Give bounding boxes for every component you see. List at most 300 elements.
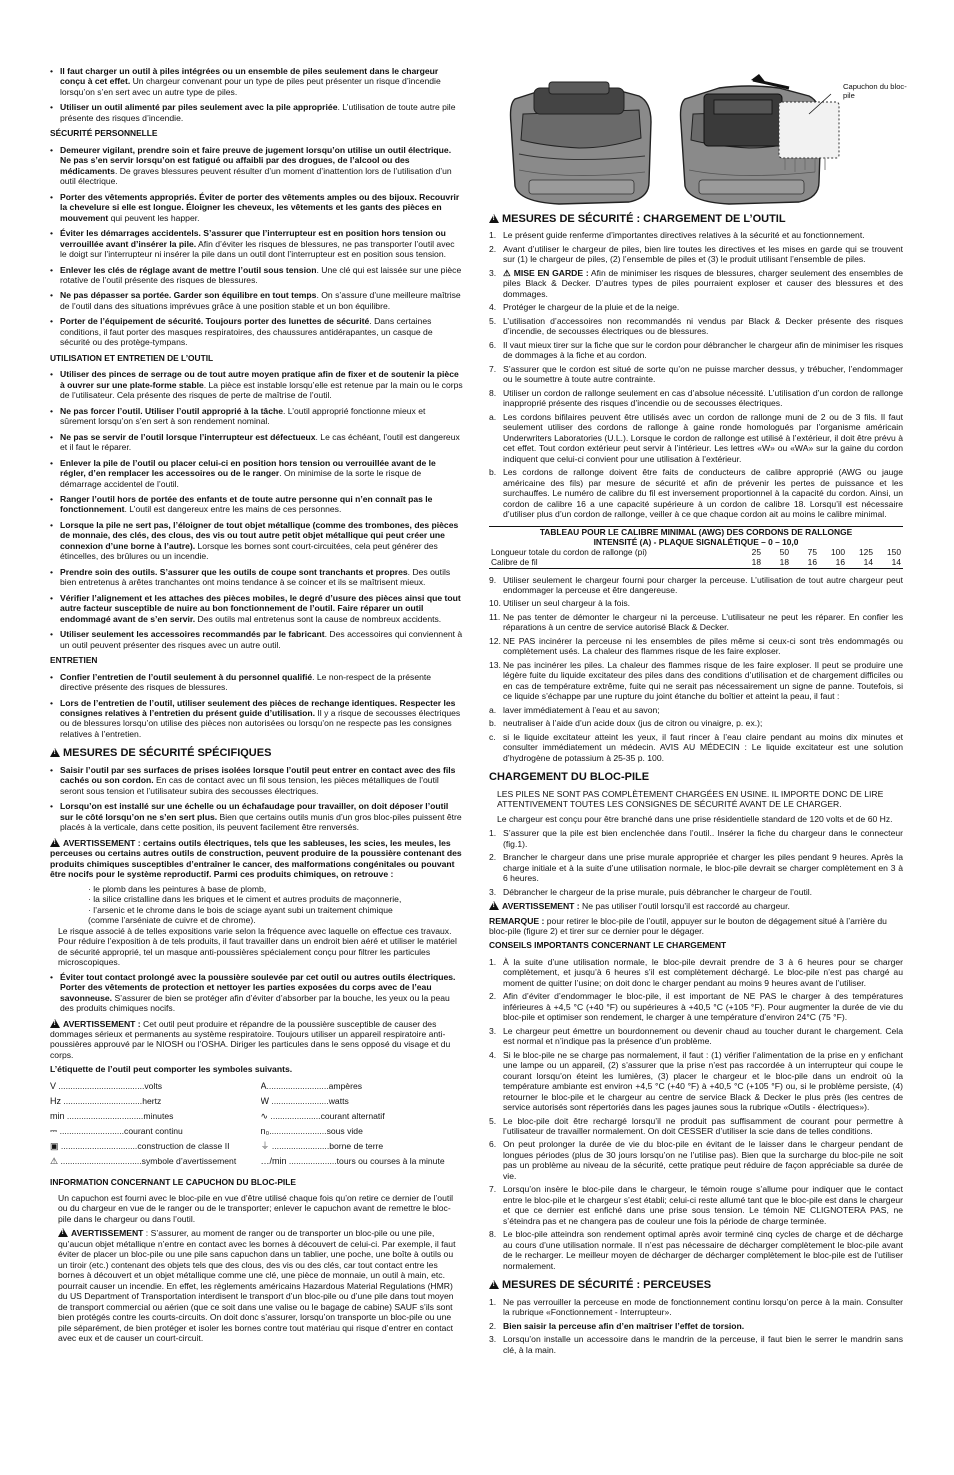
symbol-glyph: W xyxy=(260,1095,269,1106)
item-body xyxy=(503,1229,903,1271)
cap-info-text: Un capuchon est fourni avec le bloc-pile en vue d’être utilisé chaque fois qu’on retire ce dernier de l’outil ou du chargeur en vue de le ranger ou de le transporter; enlever le capuchon avant de remettre le bloc-pile dans le chargeur ou dans l’outil. xyxy=(58,1193,454,1224)
item-text: Le présent guide renferme d’importantes directives relatives à la sécurité et au fonctionnement. xyxy=(503,230,865,241)
item-text: Ne pas verrouiller la perceuse en mode de fonctionnement continu lorsqu’on perce à la main. Consulter la rubrique «Fonctionnement - Interrupteur». xyxy=(503,1296,903,1318)
table-cell: 150 xyxy=(887,547,901,558)
item-text: Les cordons de rallonge doivent être faits de conducteurs de calibre approprié (AWG ou jauge américaine des fils) par mesure de sécurité et afin de prévenir les pertes de puissance et les surchauffes. Le numéro de calibre du fil est inversement proportionnel à la capacité du cordon. Ainsi, un cordon de calibre 16 a une capacité supérieure à un cordon de calibre 18. Lorsqu’il est nécessaire d’utiliser plus d’un cordon de rallonge, veiller à ce que chaque cordon ait au moins le calibre minimal. xyxy=(503,467,903,520)
battery-pack-2 xyxy=(681,74,840,204)
pack-charging-heading: CHARGEMENT DU BLOC-PILE xyxy=(489,771,650,784)
bullet-bold: Prendre soin des outils. S’assurer que les outils de coupe sont tranchants et propres xyxy=(60,566,408,577)
warning-icon xyxy=(489,1280,499,1289)
bullet-item xyxy=(50,145,463,187)
symbol-row xyxy=(50,1156,253,1167)
personal-safety-heading: SÉCURITÉ PERSONNELLE xyxy=(50,128,158,139)
symbol-glyph: ⏚ xyxy=(260,1140,270,1151)
chemical-list xyxy=(50,884,463,926)
bullet-bold: Enlever les clés de réglage avant de mettre l’outil sous tension xyxy=(60,264,317,275)
symbol-glyph: min xyxy=(50,1110,65,1121)
item-number: 1. xyxy=(489,956,497,967)
bullet-item xyxy=(50,369,463,400)
item-body xyxy=(503,732,903,763)
bullet-text: Des outils mal entretenus sont la cause de nombreux accidents. xyxy=(195,613,442,624)
item-number: 1. xyxy=(489,1296,497,1307)
row-label: Calibre de fil xyxy=(489,557,735,568)
item-text: S’assurer que le cordon est situé de sorte qu’on ne puisse marcher dessus, y trébucher, l’endommager ou le soumettre à toute autre contrainte. xyxy=(503,363,903,385)
bullet-item xyxy=(50,66,463,97)
exposure-risk-text: Le risque associé à de telles expositions varie selon la fréquence avec laquelle on effectue ces travaux. Pour réduire l’exposition à de tels produits, il faut travailler dans un endroit bien aéré et utiliser le matériel de sécurité approprié, tel un masque anti-poussières spécialement conçu pour filtrer les particules microscopiques. xyxy=(58,925,457,968)
symbol-label: borne de terre xyxy=(329,1140,384,1151)
symbol-label: tours ou courses à la minute xyxy=(336,1155,445,1166)
item-number: a. xyxy=(489,411,497,422)
bullet-bold: Utiliser des pinces de serrage ou de tout autre moyen pratique afin de fixer et de soutenir la pièce à ouvrer sur une plate-forme stable xyxy=(60,369,459,390)
tool-use-bullets xyxy=(50,369,463,650)
item-text: Si le bloc-pile ne se charge pas normalement, il faut : (1) vérifier l’alimentation de la prise en y enfichant une lampe ou un appareil, (2) s’assurer que la prise n’est pas raccordée à un interrupteur qui coupe le courant lorsqu’on éteint les lumières, (3) placer le chargeur et le bloc-pile dans un endroit où la température ambiante est environ +4,5 °C (+40 °F) à +40,5 °C (+105 °F) ou, si le problème persiste, (4) retourner le bloc-pile et le chargeur au centre de service Black & Decker le plus près (les centres de service autorisés sont répertoriés dans les pages jaunes sous la rubrique «Outils - électriques»). xyxy=(503,1049,903,1113)
item-text: L’utilisation d’accessoires non recommandés ni vendus par Black & Decker présente des risques d’incendie, de secousses électriques ou de blessures. xyxy=(503,315,903,337)
left-column xyxy=(50,66,463,1348)
item-number: 2. xyxy=(489,1320,497,1331)
service-heading: ENTRETIEN xyxy=(50,655,98,666)
item-body xyxy=(503,244,903,265)
symbol-row xyxy=(261,1141,464,1152)
item-body xyxy=(503,1026,903,1047)
item-body xyxy=(503,887,903,897)
dust-warning: !AVERTISSEMENT : Cet outil peut produire et répandre de la poussière susceptible de causer des dommages sérieux et permanents au système respiratoire. Toujours utiliser un appareil respiratoire anti-poussières approuvé par le NIOSH ou l’OSHA. Diriger les particules dans le sens opposé du visage et du corps. xyxy=(50,1019,463,1061)
list-item xyxy=(489,991,903,1022)
table-row-gauge xyxy=(489,557,903,568)
table-row-length xyxy=(489,547,903,557)
list-item xyxy=(489,1139,903,1181)
list-item xyxy=(489,732,903,763)
item-body xyxy=(503,612,903,633)
list-item xyxy=(489,957,903,988)
bullet-text: qui peuvent les happer. xyxy=(108,212,200,223)
symbol-dots: ........................ xyxy=(269,1140,330,1151)
charging-tips-heading: CONSEILS IMPORTANTS CONCERNANT LE CHARGEMENT xyxy=(489,940,727,951)
symbols-table xyxy=(50,1081,463,1171)
item-body xyxy=(503,1184,903,1226)
bullet-item xyxy=(50,672,463,693)
symbol-glyph: ∿ xyxy=(260,1110,269,1121)
item-body xyxy=(503,1050,903,1113)
bullet-item xyxy=(50,520,463,562)
item-body xyxy=(503,1321,903,1331)
pack-intro: Le chargeur est conçu pour être branché dans une prise résidentielle standard de 120 volts et de 60 Hz. xyxy=(497,813,893,824)
symbol-label: sous vide xyxy=(326,1125,363,1136)
item-body xyxy=(503,828,903,849)
symbol-row xyxy=(261,1126,464,1137)
bullet-bold: Porter des vêtements appropriés. Éviter de porter des vêtements amples ou des bijoux. Recouvrir la chevelure si elle est longue. Éloigner les cheveux, les vêtements et les gants des pièces en mouvement xyxy=(60,191,460,223)
bullet-item xyxy=(50,567,463,588)
bullet-bold: Confier l’entretien de l’outil seulement à du personnel qualifié xyxy=(60,671,313,682)
list-item xyxy=(489,612,903,633)
table-cell: 16 xyxy=(819,557,847,568)
item-number: 10. xyxy=(489,598,501,609)
list-item xyxy=(489,316,903,337)
bullet-item xyxy=(50,102,463,123)
item-text: Les cordons bifilaires peuvent être utilisés avec un cordon de rallonge muni de 2 ou de 3 fils. Il faut seulement utiliser des cordons de rallonge à gaine ronde homologués par l’organisme américain Underwriters Laboratories (U.L.). Lorsque le cordon de rallonge est utilisé à l’extérieur, il doit être prévu à cet effet. Tout cordon extérieur peut servir à l’intérieur. Les lettres «W» ou «WA» sur la gaine du cordon indiquent que celui-ci convient pour une utilisation à l’extérieur. xyxy=(503,411,903,464)
item-number: 11. xyxy=(489,611,501,622)
item-number: 6. xyxy=(489,1139,497,1150)
table-cell: 25 xyxy=(751,547,761,558)
bullet-bold: Enlever la pile de l’outil ou placer celui-ci en position hors tension ou verrouillée avant de le régler, d’en remplacer les accessoires ou de le ranger xyxy=(60,457,436,479)
bullet-text: . Le non-respect de la présente directive présente des risques de blessures. xyxy=(60,671,432,693)
bullet-text: . L’utilisation de toute autre pile présente des risques d’incendie. xyxy=(60,102,456,123)
symbol-glyph: n₀ xyxy=(260,1125,270,1136)
bullet-item xyxy=(50,290,463,311)
symbol-label: volts xyxy=(144,1080,163,1091)
item-body xyxy=(503,467,903,519)
symbol-dots: .......................... xyxy=(266,1080,329,1091)
item-body xyxy=(503,340,903,361)
table-title: TABLEAU POUR LE CALIBRE MINIMAL (AWG) DES CORDONS DE RALLONGE xyxy=(489,526,903,537)
table-cell: 14 xyxy=(847,557,875,568)
list-item xyxy=(489,1050,903,1113)
symbol-label: hertz xyxy=(142,1095,162,1106)
bullet-bold: Éviter les démarrages accidentels. S’assurer que l’interrupteur est en position hors tension ou verrouillée avant d’insérer la pile. xyxy=(60,228,446,249)
item-body xyxy=(503,1139,903,1181)
symbol-row xyxy=(261,1081,464,1092)
item-number: 5. xyxy=(489,315,497,326)
item-number: 1. xyxy=(489,828,497,839)
list-item xyxy=(489,1116,903,1137)
item-body xyxy=(503,1297,903,1318)
bullet-text: . La pièce est instable lorsqu’elle est retenue par la main ou le corps de l’utilisateur. Cela présente des risques de perte de maîtrise de l’outil. xyxy=(60,379,463,401)
list-item xyxy=(489,340,903,361)
list-item xyxy=(489,364,903,385)
bullet-item xyxy=(50,629,463,650)
item-number: 2. xyxy=(489,852,497,863)
personal-safety-bullets xyxy=(50,145,463,348)
pack-caps-notice: LES PILES NE SONT PAS COMPLÈTEMENT CHARGÉES EN USINE. IL IMPORTE DONC DE LIRE ATTENTIVEMENT TOUTES LES CONSIGNES DE SÉCURITÉ AVANT DE LE CHARGER. xyxy=(497,788,884,810)
item-number: 3. xyxy=(489,1334,497,1345)
item-number: 13. xyxy=(489,659,501,670)
item-text: Ne pas incinérer les piles. La chaleur des flammes risque de les faire exploser. Il peut se produire une légère fuite du liquide excitateur des piles dans des conditions d’utilisation et de chargement difficiles ou en cas de température extrême, fuite qui ne serait pas nécessairement un signe de panne. Toutefois, si ce liquide s’échappe par une rupture du joint étanche du boîtier et atteint la peau, il faut : xyxy=(503,659,903,702)
list-item xyxy=(489,1026,903,1047)
item-text: Avant d’utiliser le chargeur de piles, bien lire toutes les directives et les mises en garde qui se trouvent sur (1) le chargeur de piles, (2) l’ensemble de piles et (3) le produit utilisant l’ensemble de piles. xyxy=(503,243,903,265)
list-item xyxy=(489,268,903,299)
item-text: si le liquide excitateur atteint les yeux, il faut rincer à l’eau claire pendant au moins dix minutes et consulter immédiatement un médecin. AVIS AU MÉDECIN : Le liquide excitateur est une solution d’hydrogène de potassium à 25-35 p. 100. xyxy=(503,731,903,763)
bullet-item xyxy=(50,432,463,453)
bullet-text: . Dans certaines conditions, il faut porter des masques respiratoires, des chaussures antidérapantes, un casque de sécurité ou des protège-tympans. xyxy=(60,316,433,348)
charging-tips-list xyxy=(489,957,903,1272)
item-bold: Bien saisir la perceuse afin d’en maîtriser l’effet de torsion. xyxy=(503,1320,745,1331)
item-text: Le bloc-pile atteindra son rendement optimal après avoir terminé cinq cycles de charge et de décharge au cours d’une utilisation normale. Il n’est pas nécessaire de décharger complètement le bloc-pile avant de le recharger. Le meilleur moyen de décharger de décharger complètement le bloc-pile est de l’utiliser normalement. xyxy=(503,1229,903,1271)
chemical-item: · l’arsenic et le chrome dans le bois de sciage ayant subi un traitement chimique xyxy=(88,904,393,915)
symbol-dots: .................................... xyxy=(56,1080,145,1091)
item-body xyxy=(503,660,903,702)
list-item xyxy=(489,1229,903,1271)
bullet-text: . De graves blessures peuvent résulter d’un moment d’inattention lors de l’utilisation d’un outil électrique. xyxy=(60,165,452,187)
drill-safety-heading: !MESURES DE SÉCURITÉ : PERCEUSES xyxy=(489,1279,903,1292)
intro-bullets xyxy=(50,66,463,123)
cap-callout-label: Capuchon du bloc-pile xyxy=(843,82,907,101)
bullet-text: En cas de contact avec un fil sous tension, les pièces métalliques de l’outil seront sous tension et l’utilisateur subira des secousses électriques. xyxy=(60,775,439,796)
table-cell: 18 xyxy=(763,557,791,568)
symbol-label: minutes xyxy=(143,1110,174,1121)
extension-cord-table xyxy=(489,526,903,569)
item-number: 2. xyxy=(489,243,497,254)
bullet-bold: Ne pas se servir de l’outil lorsque l’interrupteur est défectueux xyxy=(60,431,316,442)
bullet-text: . L’outil est dangereux entre les mains de ces personnes. xyxy=(124,504,342,515)
bullet-item xyxy=(50,228,463,259)
row-label: Longueur totale du cordon de rallonge (pi) xyxy=(491,547,647,558)
bullet-text: Bien que certains outils munis d’un gros bloc-piles puissent être placés à la verticale, dans cette position, ils peuvent facilement être renversés. xyxy=(60,811,462,833)
item-number: a. xyxy=(489,704,497,715)
item-text: Il vaut mieux tirer sur la fiche que sur le cordon pour débrancher le chargeur afin de minimiser les risques de dommages à la fiche et au cordon. xyxy=(503,339,903,361)
chemical-warning: !AVERTISSEMENT : certains outils électriques, tels que les sableuses, les scies, les meules, les perceuses ou certains autres outils de construction, peuvent produire de la poussière contenant des produits chimiques susceptibles d’entraîner le cancer, des malformations congénitales ou pouvant être nocifs pour le système reproductif. Parmi ces produits chimiques, on retrouve : xyxy=(50,838,463,880)
item-body xyxy=(503,1116,903,1137)
remark: REMARQUE : pour retirer le bloc-pile de l’outil, appuyer sur le bouton de dégagement situé à l’arrière du bloc-pile (figure 2) et tirer sur ce dernier pour le dégager. xyxy=(489,915,887,936)
item-body xyxy=(503,230,903,240)
item-body xyxy=(503,957,903,988)
bullet-text: . On s’assure d’une meilleure maîtrise de l’outil dans des situations imprévues grâce à une position stable et un bon équilibre. xyxy=(60,290,461,311)
item-body xyxy=(503,316,903,337)
item-body xyxy=(503,364,903,385)
service-bullets xyxy=(50,672,463,740)
specific-safety-bullets xyxy=(50,765,463,833)
symbol-glyph: …/min xyxy=(260,1155,287,1166)
item-text: Lorsqu’on insère le bloc-pile dans le chargeur, le témoin rouge s’allume pour indiquer que le contact entre le bloc-pile et le chargeur s’est établi; celui-ci reste allumé tant que le bloc-pile est dans le chargeur et que ce dernier est enfiché dans une prise sous tension. Le témoin NE CLIGNOTERA PAS, ne s’éteindra pas et ne changera pas de couleur une fois la période de charge terminée. xyxy=(503,1184,903,1226)
list-item xyxy=(489,660,903,702)
charger-safety-heading: !MESURES DE SÉCURITÉ : CHARGEMENT DE L’OUTIL xyxy=(489,213,903,226)
item-body xyxy=(503,1334,903,1355)
item-text: neutraliser à l’aide d’un acide doux (jus de citron ou vinaigre, p. ex.); xyxy=(503,718,763,729)
symbol-label: symbole d’avertissement xyxy=(141,1155,237,1166)
item-body xyxy=(503,268,903,299)
list-item xyxy=(489,852,903,883)
item-text: laver immédiatement à l’eau et au savon; xyxy=(503,704,660,715)
item-number: 1. xyxy=(489,230,497,241)
item-text: Utiliser un seul chargeur à la fois. xyxy=(503,598,631,609)
table-cell: 100 xyxy=(831,547,845,558)
item-body xyxy=(503,718,903,728)
bullet-item xyxy=(50,972,463,1014)
warning-icon xyxy=(489,214,499,223)
item-text: Le bloc-pile doit être rechargé lorsqu’il ne produit pas suffisamment de courant pour permettre à l’utilisateur de travailler normalement. On doit CESSER d’utiliser la scie dans de telles conditions. xyxy=(503,1115,903,1136)
item-text: Utiliser un cordon de rallonge seulement en cas d’absolue nécessité. L’utilisation d’un cordon de rallonge inapproprié présente des risques d’incendie ou de secousses électriques. xyxy=(503,387,903,409)
table-cell: 18 xyxy=(735,557,763,568)
bullet-bold: Lorsque la pile ne sert pas, l’éloigner de tout objet métallique (comme des trombones, des pièces de monnaie, des clés, des clous, des vis ou tout autre petit objet métallique qui peut créer une connexion d’une borne à l’autre). xyxy=(60,519,459,551)
bullet-text: . Une clé qui est laissée sur une pièce rotative de l’outil présente des risques de blessures. xyxy=(60,264,462,285)
specific-safety-heading: !MESURES DE SÉCURITÉ SPÉCIFIQUES xyxy=(50,747,463,760)
symbol-row xyxy=(261,1096,464,1107)
table-subtitle: INTENSITÉ (A) - PLAQUE SIGNALÉTIQUE – 0 – 10,0 xyxy=(593,536,799,547)
chemical-item: · le plomb dans les peintures à base de plomb, xyxy=(88,883,267,894)
bullet-bold: Ranger l’outil hors de portée des enfants et de toute autre personne qui n’en connaît pas le fonctionnement xyxy=(60,494,433,515)
symbol-dots: ................................. xyxy=(61,1095,143,1106)
battery-pack-1 xyxy=(511,82,652,204)
symbol-dots: ................................ xyxy=(58,1140,138,1151)
symbol-label: courant continu xyxy=(124,1125,183,1136)
symbol-glyph: A xyxy=(260,1080,267,1091)
bullet-text: Lorsque les bornes sont court-circuitées, cela peut générer des étincelles, des brûlures ou un incendie. xyxy=(60,540,438,562)
item-body xyxy=(503,388,903,409)
tool-use-heading: UTILISATION ET ENTRETIEN DE L’OUTIL xyxy=(50,352,214,363)
symbol-row xyxy=(50,1096,253,1107)
table-cell: 16 xyxy=(791,557,819,568)
bullet-bold: Vérifier l’alignement et les attaches des pièces mobiles, le degré d’usure des pièces ainsi que tout autre facteur susceptible de nuire au bon fonctionnement de l’outil. Faire réparer un outil endommagé avant de s’en servir. xyxy=(60,592,461,624)
symbol-row xyxy=(50,1141,253,1152)
symbol-dots: .................................. xyxy=(58,1155,142,1166)
item-number: 6. xyxy=(489,339,497,350)
charger-safety-list-a xyxy=(489,230,903,519)
item-number: 7. xyxy=(489,1184,497,1195)
item-body xyxy=(503,991,903,1022)
list-item xyxy=(489,230,903,240)
item-body xyxy=(503,598,903,608)
bullet-bold: Lorsqu’on est installé sur une échelle ou un échafaudage pour travailler, on doit déposer l’outil sur le côté lorsqu’on ne s’en sert plus. xyxy=(60,801,449,822)
warning-icon xyxy=(50,748,60,757)
item-text: Afin de minimiser les risques de blessures, charger seulement des ensembles de piles Black & Decker. D’autres types de piles pourraient exploser et causer des blessures et des dommages. xyxy=(503,267,904,299)
list-item xyxy=(489,302,903,312)
item-text: On peut prolonger la durée de vie du bloc-pile en évitant de le laisser dans le chargeur pendant de longues périodes (plus de 30 jours lorsqu’on ne l’utilise pas). Bien que la surcharge du bloc-pile ne soit pas un problème au niveau de la sécurité, cette pratique peut réduire de façon appréciable sa durée de vie. xyxy=(503,1139,903,1181)
item-text: S’assurer que la pile est bien enclenchée dans l’outil.. Insérer la fiche du chargeur dans le connecteur (fig.1). xyxy=(503,828,903,849)
item-number: 9. xyxy=(489,574,497,585)
bullet-bold: Ne pas forcer l’outil. Utiliser l’outil approprié à la tâche xyxy=(60,405,284,416)
bullet-bold: Utiliser un outil alimenté par piles seulement avec la pile appropriée xyxy=(60,102,338,113)
item-number: 4. xyxy=(489,1049,497,1060)
drill-safety-list xyxy=(489,1297,903,1355)
bullet-text: Il y a risque de secousses électriques ou de blessures lorsqu’on utilise des pièces non autorisées ou lorsqu’on ne respecte pas les consignes relatives à l’entretien. xyxy=(60,708,461,739)
item-number: 3. xyxy=(489,267,497,278)
symbol-dots: ........................... xyxy=(57,1125,125,1136)
list-item xyxy=(489,705,903,715)
symbols-intro: L’étiquette de l’outil peut comporter les symboles suivants. xyxy=(50,1064,293,1075)
item-number: 2. xyxy=(489,991,497,1002)
symbol-label: courant alternatif xyxy=(320,1110,385,1121)
list-item xyxy=(489,718,903,728)
bullet-text: . Des accessoires qui conviennent à un outil peuvent présenter des risques avec un autre outil. xyxy=(60,629,463,650)
cap-warning: !AVERTISSEMENT : S’assurer, au moment de ranger ou de transporter un bloc-pile ou une pile, qu’aucun objet métallique n’entre en contact avec les bornes à découvert de celui-ci. Par exemple, il faut éviter de placer un bloc-pile ou une pile sans capuchon dans un tablier, une poche, une boîte à outils ou un tiroir (etc.) contenant des objets tels que des clous, des vis ou des clés, car tout contact entre les bornes à découvert et un objet métallique comme une clé, une pièce de monnaie, un outil à main, etc. pourrait causer un incendie. En effet, les règlements américains Hazardous Material Regulations (HMR) du US Department of Transportation interdisent le transport d’un bloc-pile ou d’une pile dans tout moyen de transport commercial ou aérien (que ce soit dans une valise ou le bagage de cabine) SAUF s’ils sont bien protégés contre les courts-circuits. On doit donc s’assurer, lorsqu’on transporte un bloc-pile ou une pile séparément, de bien protéger et isoler les bornes contre tout matériau qui risque d’entrer en contact avec eux et de causer un court-circuit. xyxy=(50,1228,463,1343)
cap-info-heading: INFORMATION CONCERNANT LE CAPUCHON DU BLOC-PILE xyxy=(50,1176,296,1187)
symbol-dots: .................... xyxy=(286,1155,337,1166)
bullet-bold: Éviter tout contact prolongé avec la poussière soulevée par cet outil ou autres outils électriques. Porter des vêtements de protection et nettoyer les parties exposées du corps avec de l’eau savonneuse. xyxy=(60,971,456,1003)
bullet-item xyxy=(50,458,463,489)
list-item xyxy=(489,828,903,849)
symbol-label: watts xyxy=(328,1095,349,1106)
bullet-item xyxy=(50,593,463,624)
bullet-text: Afin d’éviter les risques de blessures, ne pas transporter l’outil avec le doigt sur l’interrupteur ni insérer la pile dans un outil dont l’interrupteur est en position sous tension. xyxy=(60,238,455,260)
bullet-text: S’assurer de bien se protéger afin d’éviter d’absorber par la bouche, les yeux ou la peau des produits chimiques nocifs. xyxy=(60,992,450,1014)
bullet-bold: Lors de l’entretien de l’outil, utiliser seulement des pièces de rechange identiques. Respecter les consignes relatives à l’entretien du présent guide d’utilisation. xyxy=(60,697,456,718)
battery-illustration xyxy=(489,74,903,209)
battery-pack-figure xyxy=(489,74,907,209)
bullet-item xyxy=(50,265,463,286)
item-number: 7. xyxy=(489,363,497,374)
symbol-dots: ........................ xyxy=(269,1095,329,1106)
bullet-item xyxy=(50,192,463,223)
item-body xyxy=(503,705,903,715)
symbol-glyph: Hz xyxy=(50,1095,61,1106)
warning-icon xyxy=(50,838,60,847)
bullet-bold: Demeurer vigilant, prendre soin et faire preuve de jugement lorsqu’on utilise un outil électrique. Ne pas s’en servir lorsqu’on est fatigué ou affaibli par des drogues, de l’alcool ou des médicaments xyxy=(60,144,452,176)
symbol-row xyxy=(50,1126,253,1137)
bullet-item xyxy=(50,765,463,796)
bullet-bold: Saisir l’outil par ses surfaces de prises isolées lorsque l’outil peut entrer en contact avec des fils cachés ou son cordon. xyxy=(60,764,456,786)
warning-icon xyxy=(58,1228,68,1237)
list-item xyxy=(489,1297,903,1318)
symbol-row xyxy=(50,1081,253,1092)
bullet-text: . Le cas échéant, l’outil est dangereux et il faut le réparer. xyxy=(60,431,460,453)
right-column xyxy=(489,0,907,1359)
chemical-item: · la silice cristalline dans les briques et le ciment et autres produits de maçonnerie, xyxy=(88,894,402,905)
item-text: Afin d’éviter d’endommager le bloc-pile, il est important de NE PAS le charger à des températures inférieures à +4,5 °C (+40 °F) ou supérieures à +40,5 °C (+105 °F). Pour augmenter la durée de vie du bloc-pile et optimiser son rendement, le charger à une température d’environ 24°C (75 °F). xyxy=(503,991,903,1023)
symbol-row xyxy=(261,1156,464,1167)
list-item xyxy=(489,467,903,519)
pack-warning: !AVERTISSEMENT : Ne pas utiliser l’outil lorsqu’il est raccordé au chargeur. xyxy=(489,901,903,911)
symbol-row xyxy=(261,1111,464,1122)
symbol-dots: ........................ xyxy=(269,1125,327,1136)
bullet-item xyxy=(50,316,463,347)
item-number: 3. xyxy=(489,886,497,897)
item-text: À la suite d’une utilisation normale, le bloc-pile devrait prendre de 3 à 6 heures pour se charger complètement, et jusqu’à 6 heures s’il est complètement déchargé. Le bloc-pile n’est pas chargé au moment de quitter l’usine; on doit donc le charger pendant au moins 9 heures avant de l’utiliser. xyxy=(503,956,903,988)
table-cell: 50 xyxy=(779,547,789,558)
bullet-text: Un chargeur convenant pour un type de piles peut présenter un risque d’incendie lorsqu’on s’en sert avec un autre type de piles. xyxy=(60,76,441,97)
symbol-glyph: ▣ xyxy=(50,1140,59,1151)
bullet-text: . On minimise de la sorte le risque de démarrage accidentel de l’outil. xyxy=(60,468,422,489)
list-item xyxy=(489,388,903,409)
symbol-glyph: ⎓ xyxy=(50,1125,58,1136)
symbol-glyph: ⚠ xyxy=(50,1155,59,1166)
list-item xyxy=(489,1184,903,1226)
bullet-item xyxy=(50,406,463,427)
pack-charging-steps xyxy=(489,828,903,897)
bullet-item xyxy=(50,698,463,740)
item-text: Débrancher le chargeur de la prise murale, puis débrancher le chargeur de l’outil. xyxy=(503,886,813,897)
list-item xyxy=(489,575,903,596)
item-text: Brancher le chargeur dans une prise murale appropriée et charger les piles pendant 9 heures. Après la charge initiale et à la suite d’une utilisation normale, le bloc-pile devrait se charger complètement en 3 à 6 heures. xyxy=(503,852,903,884)
list-item xyxy=(489,244,903,265)
item-number: 8. xyxy=(489,387,497,398)
table-cell: 14 xyxy=(875,557,903,568)
item-bold: ⚠ MISE EN GARDE : xyxy=(503,267,589,278)
bullet-bold: Porter de l’équipement de sécurité. Toujours porter des lunettes de sécurité xyxy=(60,316,370,327)
item-text: Lorsqu’on installe un accessoire dans le mandrin de la perceuse, il faut bien le serrer le mandrin sans clé, à la main. xyxy=(503,1334,903,1355)
symbol-glyph: V xyxy=(50,1080,57,1091)
item-number: 5. xyxy=(489,1115,497,1126)
list-item xyxy=(489,1321,903,1331)
bullet-text: . Des outils bien entretenus à arêtes tranchantes ont moins tendance à se coincer et ils se maîtrisent mieux. xyxy=(60,566,451,588)
item-body xyxy=(503,852,903,883)
symbol-label: ampères xyxy=(328,1080,363,1091)
warning-icon xyxy=(489,901,499,910)
symbol-dots: ................................ xyxy=(64,1110,144,1121)
list-item xyxy=(489,636,903,657)
item-number: 3. xyxy=(489,1025,497,1036)
item-body xyxy=(503,302,903,312)
item-number: 8. xyxy=(489,1229,497,1240)
item-text: NE PAS incinérer la perceuse ni les ensembles de piles même si ceux-ci sont très endommagés ou complètement usés. La chaleur des flammes risque de les faire exploser. xyxy=(503,635,903,657)
list-item xyxy=(489,887,903,897)
item-number: b. xyxy=(489,718,497,729)
item-body xyxy=(503,636,903,657)
warning-icon xyxy=(50,1019,60,1028)
list-item xyxy=(489,1334,903,1355)
symbol-label: construction de classe II xyxy=(137,1140,230,1151)
bullet-item xyxy=(50,494,463,515)
symbol-dots: ..................... xyxy=(268,1110,321,1121)
table-cell: 75 xyxy=(807,547,817,558)
bullet-text: . L’outil approprié fonctionne mieux et sûrement lorsqu’on s’en sert à son rendement nominal. xyxy=(60,405,426,427)
dust-bullet xyxy=(50,972,463,1014)
item-number: 12. xyxy=(489,635,501,646)
item-number: b. xyxy=(489,467,497,478)
item-text: Utiliser seulement le chargeur fourni pour charger la perceuse. L’utilisation de tout autre chargeur peut endommager la perceuse et être dangereuse. xyxy=(503,574,903,595)
item-number: c. xyxy=(489,731,496,742)
item-body xyxy=(503,412,903,464)
symbol-row xyxy=(50,1111,253,1122)
list-item xyxy=(489,598,903,608)
item-text: Ne pas tenter de démonter le chargeur ni la perceuse. L’utilisateur ne peut les réparer. En confier les réparations à un centre de service autorisé Black & Decker. xyxy=(503,611,903,633)
